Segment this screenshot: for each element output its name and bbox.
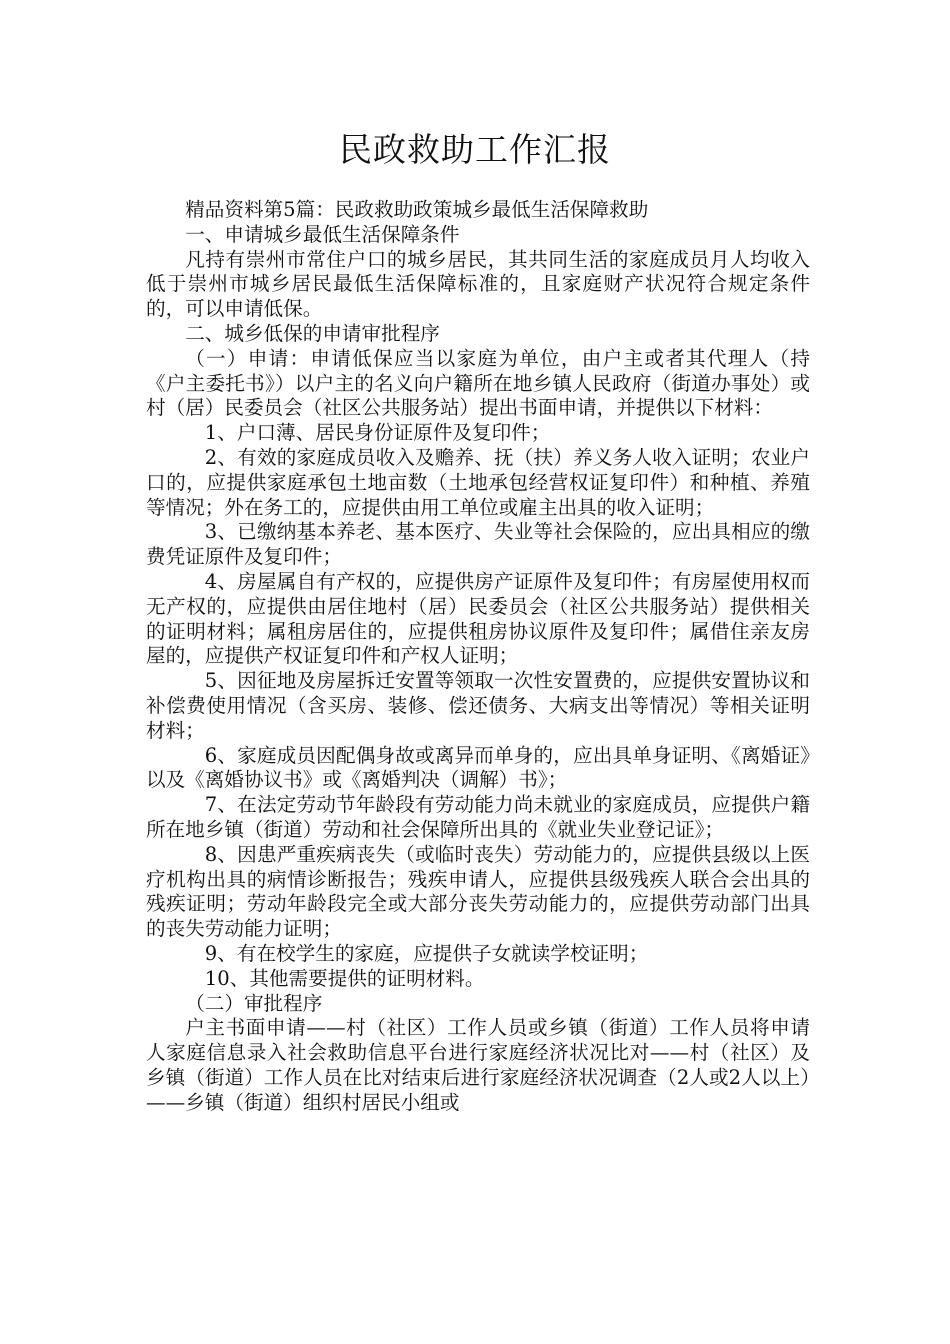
list-item-material-4: 4、房屋属自有产权的，应提供房产证原件及复印件；有房屋使用权而无产权的，应提供由居住地村（居）民委员会（社区公共服务站）提供相关的证明材料；属租房居住的，应提供租房协议原件及复印件；属借住亲友房屋的，应提供产权证复印件和产权人证明； bbox=[146, 569, 810, 668]
paragraph-source-heading: 精品资料第5篇：民政救助政策城乡最低生活保障救助 bbox=[185, 198, 649, 221]
list-item-material-10: 10、其他需要提供的证明材料。 bbox=[204, 966, 485, 990]
list-item-material-1: 1、户口薄、居民身份证原件及复印件； bbox=[204, 421, 551, 445]
list-item-material-3: 3、已缴纳基本养老、基本医疗、失业等社会保险的，应出具相应的缴费凭证原件及复印件； bbox=[146, 520, 810, 569]
document-body bbox=[146, 198, 810, 1115]
list-item-material-7: 7、在法定劳动节年龄段有劳动能力尚未就业的家庭成员，应提供户籍所在地乡镇（街道）劳动和社会保障所出具的《就业失业登记证》； bbox=[146, 793, 810, 841]
section-heading-procedure: 二、城乡低保的申请审批程序 bbox=[185, 321, 440, 345]
section-heading-conditions: 一、申请城乡最低生活保障条件 bbox=[185, 222, 460, 246]
list-item-material-2: 2、有效的家庭成员收入及赡养、抚（扶）养义务人收入证明；农业户口的，应提供家庭承包土地亩数（土地承包经营权证复印件）和种植、养殖等情况；外在务工的，应提供由用工单位或雇主出具的收入证明； bbox=[146, 445, 810, 519]
list-item-material-5: 5、因征地及房屋拆迁安置等领取一次性安置费的，应提供安置协议和补偿费使用情况（含买房、装修、偿还债务、大病支出等情况）等相关证明材料； bbox=[146, 669, 810, 742]
document-title: 民政救助工作汇报 bbox=[339, 130, 611, 169]
paragraph-eligibility: 凡持有崇州市常住户口的城乡居民，其共同生活的家庭成员月人均收入低于崇州市城乡居民最低生活保障标准的，且家庭财产状况符合规定条件的，可以申请低保。 bbox=[146, 247, 810, 321]
list-item-material-8: 8、因患严重疾病丧失（或临时丧失）劳动能力的，应提供县级以上医疗机构出具的病情诊断报告；残疾申请人，应提供县级残疾人联合会出具的残疾证明；劳动年龄段完全或大部分丧失劳动能力的，应提供劳动部门出具的丧失劳动能力证明； bbox=[146, 842, 810, 941]
subsection-heading-approval: （二）审批程序 bbox=[185, 991, 323, 1015]
paragraph-application: （一）申请：申请低保应当以家庭为单位，由户主或者其代理人（持《户主委托书》）以户主的名义向户籍所在地乡镇人民政府（街道办事处）或村（居）民委员会（社区公共服务站）提出书面申请，并提供以下材料： bbox=[146, 346, 810, 420]
list-item-material-9: 9、有在校学生的家庭，应提供子女就读学校证明； bbox=[204, 941, 649, 965]
paragraph-approval-steps: 户主书面申请——村（社区）工作人员或乡镇（街道）工作人员将申请人家庭信息录入社会救助信息平台进行家庭经济状况比对——村（社区）及乡镇（街道）工作人员在比对结束后进行家庭经济状况调查（2人或2人以上）——乡镇（街道）组织村居民小组或 bbox=[146, 1016, 810, 1114]
list-item-material-6: 6、家庭成员因配偶身故或离异而单身的，应出具单身证明、《离婚证》以及《离婚协议书》或《离婚判决（调解）书》； bbox=[146, 743, 810, 792]
